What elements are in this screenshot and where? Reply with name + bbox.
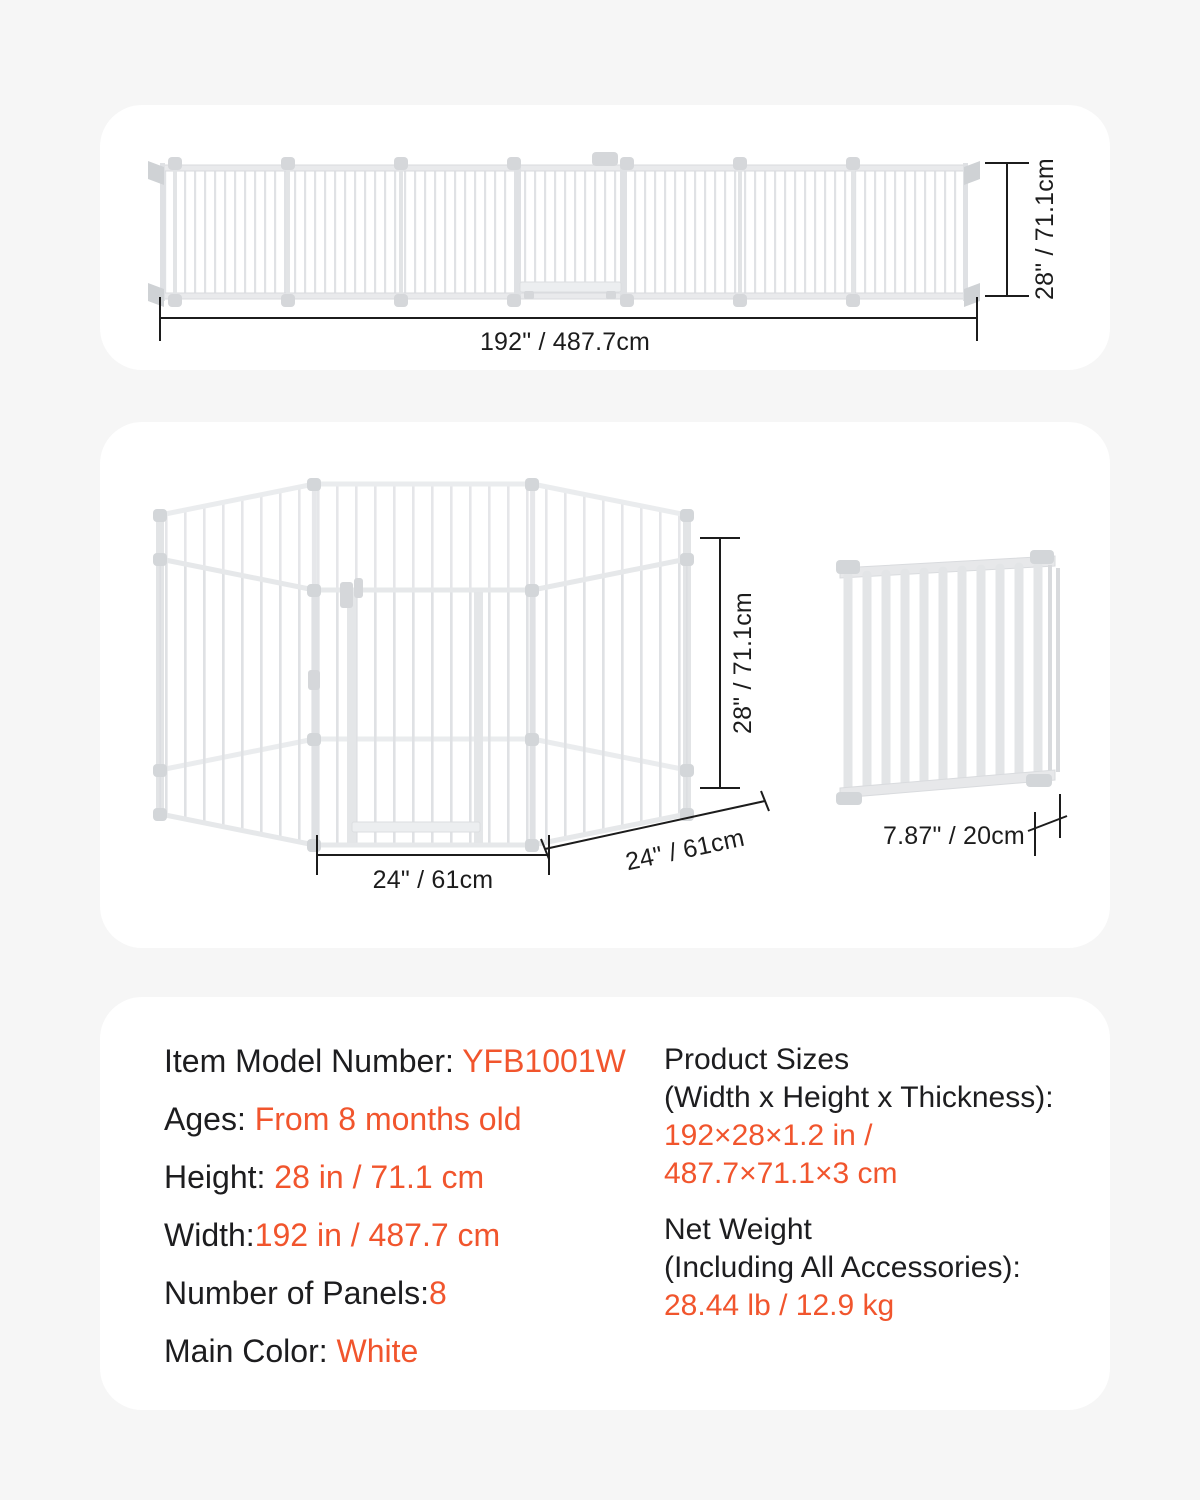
flat-gate-card [100,105,1110,370]
spec-value: White [336,1333,419,1369]
specs-right-column [664,1041,1070,1410]
playpen-card [100,422,1110,948]
playpen-front-panel-dimension: 24" / 61cm [372,866,494,894]
spec-main-color [164,1331,664,1371]
spec-label: Number of Panels: [164,1275,430,1311]
spec-value: 192 in / 487.7 cm [254,1217,501,1253]
spec-height [164,1157,664,1197]
spec-label-line: (Including All Accessories): [664,1251,1021,1284]
spec-label: Width: [164,1217,255,1253]
flat-gate-width-dimension: 192" / 487.7cm [479,328,651,356]
spec-label: Main Color: [164,1333,337,1369]
specs-left-column [164,1041,664,1410]
spec-label: Item Model Number: [164,1043,463,1079]
spec-value: YFB1001W [462,1043,626,1079]
spec-label-line: Product Sizes [664,1043,850,1076]
spec-value-line: 192×28×1.2 in / [664,1119,873,1152]
spec-label: Ages: [164,1101,255,1137]
spec-width [164,1215,664,1255]
spec-value: 28 in / 71.1 cm [274,1159,485,1195]
spec-model-number [164,1041,664,1081]
folded-thickness-dimension: 7.87" / 20cm [883,822,1025,850]
spec-product-sizes [664,1041,1070,1193]
spec-value: 8 [429,1275,447,1311]
playpen-height-dimension: 28" / 71.1cm [729,592,757,734]
spec-value-line: 28.44 lb / 12.9 kg [664,1289,895,1322]
spec-label: Height: [164,1159,275,1195]
spec-value: From 8 months old [254,1101,522,1137]
spec-net-weight [664,1211,1070,1325]
spec-value-line: 487.7×71.1×3 cm [664,1157,898,1190]
flat-gate-height-dimension: 28" / 71.1cm [1031,158,1059,300]
spec-label-line: Net Weight [664,1213,812,1246]
spec-ages [164,1099,664,1139]
spec-label-line: (Width x Height x Thickness): [664,1081,1054,1114]
playpen-side-panel-dimension: 24" / 61cm [623,823,747,877]
spec-panel-count [164,1273,664,1313]
specs-card [100,997,1110,1410]
folded-panels-illustration [836,550,1058,805]
